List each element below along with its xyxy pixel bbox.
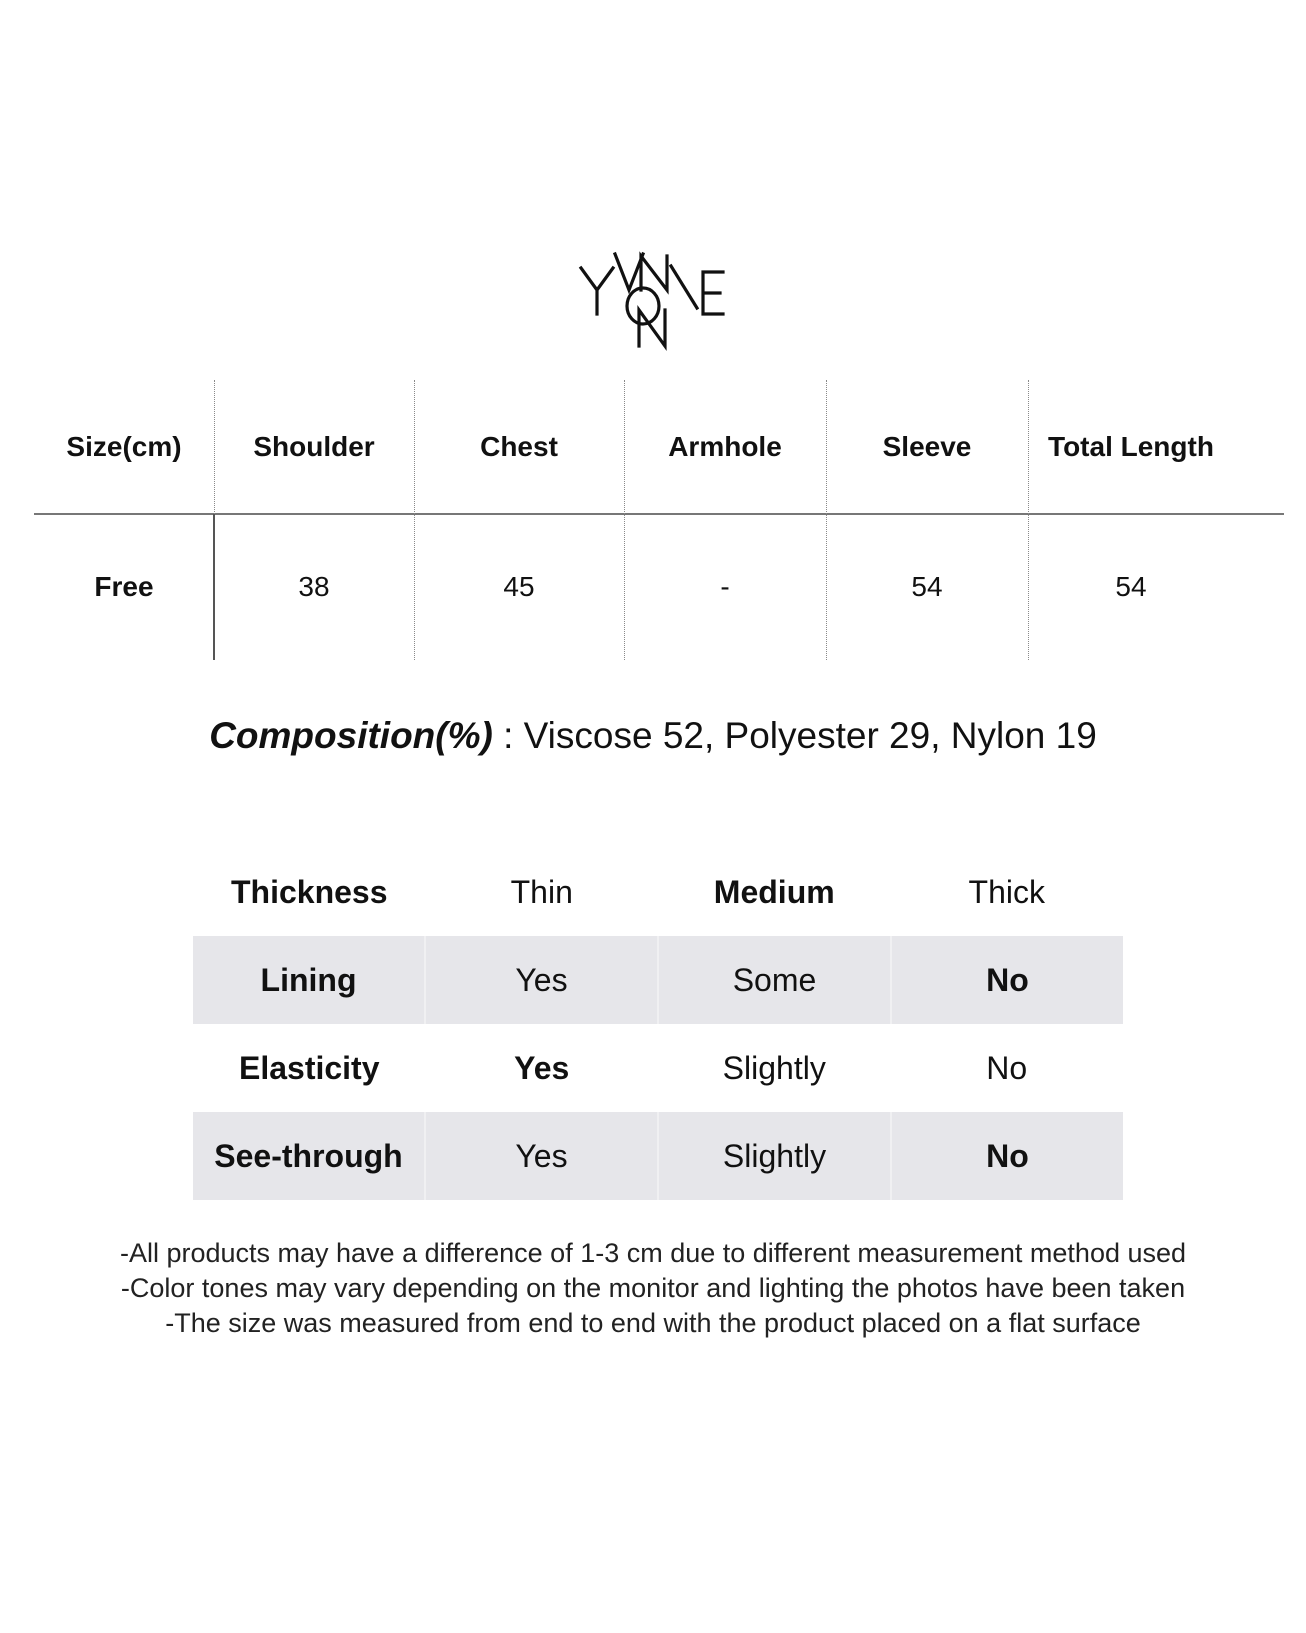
column-header-armhole: Armhole	[668, 431, 782, 462]
option-cell: Yes	[424, 1112, 657, 1200]
option-cell: Thin	[510, 873, 573, 910]
column-header-shoulder: Shoulder	[253, 431, 375, 462]
option-cell-selected: Medium	[713, 873, 835, 910]
armhole-column	[624, 380, 826, 660]
lining-row	[193, 936, 1123, 1024]
size-table	[34, 380, 1284, 660]
option-cell: Slightly	[657, 1112, 890, 1200]
option-cell: Some	[657, 936, 890, 1024]
size-value: Free	[94, 571, 154, 602]
elasticity-row	[193, 1024, 1123, 1112]
row-label-see-through: See-through	[193, 1112, 424, 1200]
see-through-row	[193, 1112, 1123, 1200]
total-length-column	[1028, 380, 1234, 660]
composition-value: Viscose 52, Polyester 29, Nylon 19	[523, 715, 1097, 756]
option-cell-selected: No	[890, 936, 1123, 1024]
row-label-lining: Lining	[193, 936, 424, 1024]
option-cell: Slightly	[722, 1049, 826, 1086]
fabric-properties-table	[193, 848, 1123, 1200]
note-line: -All products may have a difference of 1-3 cm due to different measurement method used	[119, 1238, 1187, 1268]
composition-label: Composition(%)	[209, 715, 493, 756]
note-line: -Color tones may vary depending on the monitor and lighting the photos have been taken	[120, 1273, 1186, 1303]
shoulder-value: 38	[298, 571, 330, 602]
chest-value: 45	[503, 571, 535, 602]
disclaimer-notes	[0, 1236, 1306, 1341]
yvonne-monogram-logo	[575, 250, 745, 360]
total-length-value: 54	[1115, 571, 1147, 602]
column-header-total-length: Total Length	[1048, 431, 1214, 462]
size-column	[34, 380, 214, 660]
sleeve-value: 54	[911, 571, 943, 602]
chest-column	[414, 380, 624, 660]
column-header-sleeve: Sleeve	[882, 431, 972, 462]
option-cell: No	[986, 1049, 1028, 1086]
row-label-thickness: Thickness	[230, 873, 388, 910]
option-cell: Yes	[424, 936, 657, 1024]
option-cell-selected: No	[890, 1112, 1123, 1200]
thickness-row	[193, 848, 1123, 936]
composition-line	[0, 715, 1306, 757]
shoulder-column	[214, 380, 414, 660]
note-line: -The size was measured from end to end with the product placed on a flat surface	[165, 1308, 1141, 1338]
armhole-value: -	[720, 571, 730, 602]
column-header-size: Size(cm)	[66, 431, 182, 462]
sleeve-column	[826, 380, 1028, 660]
option-cell-selected: Yes	[514, 1049, 570, 1086]
row-label-elasticity: Elasticity	[238, 1049, 380, 1086]
column-header-chest: Chest	[480, 431, 558, 462]
option-cell: Thick	[968, 873, 1045, 910]
composition-separator: :	[492, 715, 524, 756]
